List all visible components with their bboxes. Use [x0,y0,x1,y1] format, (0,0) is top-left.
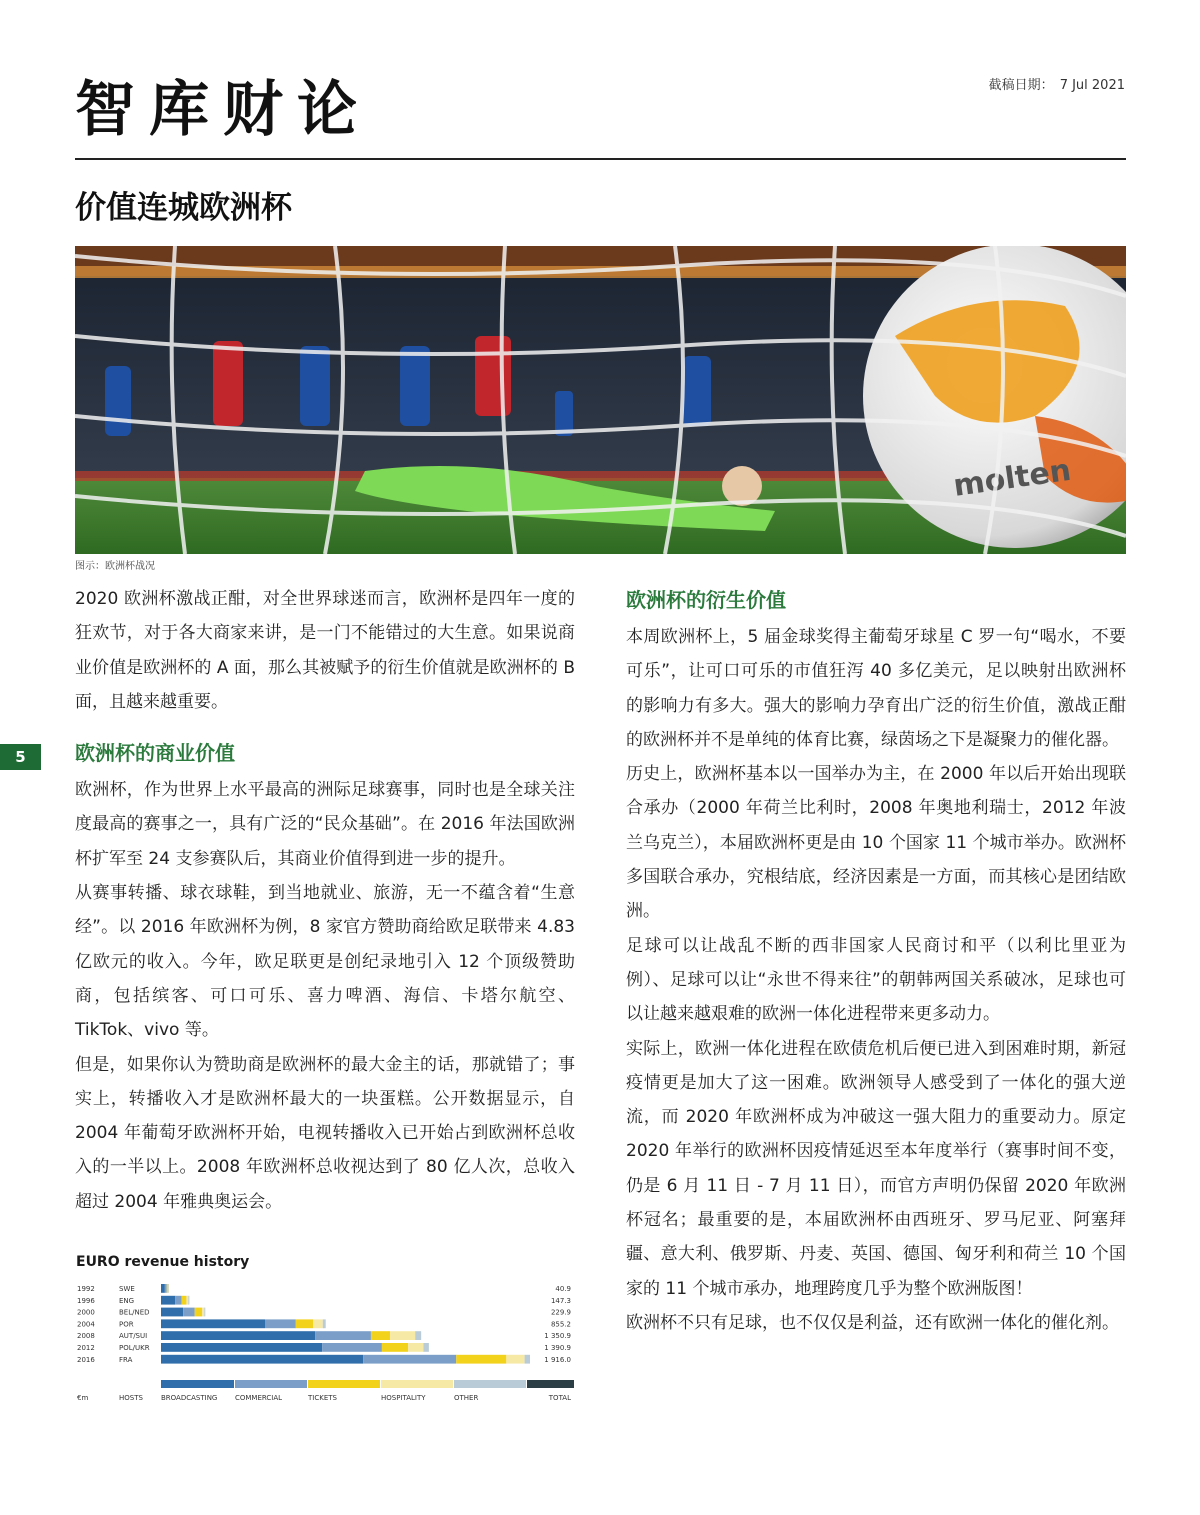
year-label: 1992 [77,1285,95,1293]
bar-segment-hospitality [390,1331,415,1340]
bar-segment-tickets [182,1296,187,1305]
left-column [75,582,575,1219]
svg-text:molten: molten [951,452,1074,504]
bar-segment-commercial [265,1319,296,1328]
paragraph: 但是，如果你认为赞助商是欧洲杯的最大金主的话，那就错了；事实上，转播收入才是欧洲杯最大的一块蛋糕。公开数据显示，自 2004 年葡萄牙欧洲杯开始，电视转播收入已开始占到欧洲杯总收入的一半以上。2008 年欧洲杯总收视达到了 80 亿人次，总收入超过 2004 年雅典奥运会。 [75,1054,575,1212]
right-column [626,580,1126,1340]
paragraph: 欧洲杯不只有足球，也不仅仅是利益，还有欧洲一体化的催化剂。 [626,1312,1119,1333]
paragraph: 足球可以让战乱不断的西非国家人民商讨和平（以利比里亚为例）、足球可以让“永世不得来往”的朝韩两国关系破冰，足球也可以让越来越艰难的欧洲一体化进程带来更多动力。 [626,935,1126,1025]
host-label: FRA [119,1355,133,1364]
total-value-label: 40.9 [555,1285,571,1293]
total-value-label: 1 390.9 [544,1344,571,1352]
section-heading-derivative-value: 欧洲杯的衍生价值 [626,588,786,612]
paragraph: 欧洲杯，作为世界上水平最高的洲际足球赛事，同时也是全球关注度最高的赛事之一，具有广泛的“民众基础”。在 2016 年法国欧洲杯扩军至 24 支参赛队后，其商业价值得到进一步的提升。 [75,780,575,869]
host-label: SWE [119,1285,135,1293]
bar-segment-hospitality [186,1296,188,1305]
year-label: 2016 [77,1355,95,1364]
bar-segment-broadcasting [161,1284,165,1293]
legend-swatch-total [527,1380,574,1388]
bar-segment-tickets [195,1308,202,1317]
legend-swatch-hospitality [381,1380,453,1388]
total-value-label: 1 350.9 [544,1332,571,1341]
legend-label-hosts: HOSTS [119,1394,143,1402]
bar-segment-tickets [296,1319,313,1328]
total-value-label: 229.9 [550,1308,571,1317]
total-value-label: 1 916.0 [544,1355,571,1364]
bar-segment-hospitality [408,1343,423,1352]
total-value-label: 147.3 [550,1296,571,1305]
year-label: 2004 [77,1320,95,1329]
bar-segment-tickets [382,1343,408,1352]
bar-segment-commercial [363,1355,456,1364]
bar-segment-commercial [165,1284,167,1293]
bar-segment-broadcasting [161,1343,322,1352]
paragraph: 从赛事转播、球衣球鞋，到当地就业、旅游，无一不蕴含着“生意经”。以 2016 年欧洲杯为例，8 家官方赞助商给欧足联带来 4.83 亿欧元的收入。今年，欧足联更是创纪录地引入 12 个顶级赞助商，包括缤客、可口可乐、喜力啤酒、海信、卡塔尔航空、TikTok、vivo 等。 [75,883,575,1041]
bar-segment-broadcasting [161,1296,175,1305]
bar-segment-other [415,1331,421,1340]
legend-label-tickets: TICKETS [308,1394,337,1402]
bar-segment-other [188,1296,189,1305]
year-label: 1996 [77,1296,95,1305]
bar-segment-other [525,1355,530,1364]
bar-segment-other [423,1343,428,1352]
year-label: 2000 [77,1308,95,1317]
bar-segment-broadcasting [161,1308,183,1317]
section-heading-commercial-value: 欧洲杯的商业价值 [75,741,235,766]
host-label: BEL/NED [119,1308,150,1317]
bar-segment-broadcasting [161,1319,265,1328]
total-value-label: 855.2 [550,1320,571,1329]
chart-canvas [75,1252,575,1412]
legend-label-hospitality: HOSPITALITY [381,1394,426,1402]
legend-label-broadcasting: BROADCASTING [161,1394,218,1402]
legend-swatch-broadcasting [161,1380,234,1388]
host-label: POR [119,1320,134,1329]
bar-segment-broadcasting [161,1331,315,1340]
paragraph: 本周欧洲杯上，5 届金球奖得主葡萄牙球星 C 罗一句“喝水，不要可乐”，让可口可乐的市值狂泻 40 多亿美元，足以映射出欧洲杯的影响力有多大。强大的影响力孕育出广泛的衍生价值，激战正酣的欧洲杯并不是单纯的体育比赛，绿茵场之下是凝聚力的催化器。 [626,627,1126,750]
bar-segment-broadcasting [161,1355,363,1364]
unit-label: €m [77,1394,89,1402]
bar-segment-tickets [371,1331,390,1340]
legend-label-commercial: COMMERCIAL [235,1394,283,1402]
legend-swatch-commercial [235,1380,307,1388]
bar-segment-tickets [167,1284,168,1293]
legend-label-total: TOTAL [548,1394,571,1402]
bar-segment-hospitality [506,1355,524,1364]
legend-swatch-tickets [308,1380,380,1388]
header-divider [75,158,1126,160]
hero-image [75,246,1126,554]
bar-segment-commercial [175,1296,181,1305]
bar-segment-other [204,1308,205,1317]
page-number: 5 [0,744,41,770]
bar-segment-commercial [315,1331,371,1340]
legend-swatch-other [454,1380,526,1388]
host-label: POL/UKR [119,1344,150,1352]
host-label: AUT/SUI [119,1332,148,1341]
year-label: 2012 [77,1344,95,1352]
bar-segment-commercial [322,1343,382,1352]
image-caption: 图示：欧洲杯战况 [75,561,155,572]
chart-title: EURO revenue history [76,1254,250,1270]
bar-segment-other [323,1319,326,1328]
legend-label-other: OTHER [454,1394,479,1402]
article-title: 价值连城欧洲杯 [75,190,292,226]
bar-segment-hospitality [202,1308,204,1317]
paragraph: 历史上，欧洲杯基本以一国举办为主，在 2000 年以后开始出现联合承办（2000 年荷兰比利时，2008 年奥地利瑞士，2012 年波兰乌克兰），本届欧洲杯更是由 10 个国家 11 个城市举办。欧洲杯多国联合承办，究根结底，经济因素是一方面，而其核心是团结欧洲。 [626,764,1126,922]
bar-segment-tickets [456,1355,506,1364]
masthead: 智库财论 [75,75,371,145]
intro-paragraph: 2020 欧洲杯激战正酣，对全世界球迷而言，欧洲杯是四年一度的狂欢节，对于各大商家来讲，是一门不能错过的大生意。如果说商业价值是欧洲杯的 A 面，那么其被赋予的衍生价值就是欧洲杯的 B 面，且越来越重要。 [75,589,575,712]
bar-segment-other [169,1284,170,1293]
paragraph: 实际上，欧洲一体化进程在欧债危机后便已进入到困难时期，新冠疫情更是加大了这一困难。欧洲领导人感受到了一体化的强大逆流，而 2020 年欧洲杯成为冲破这一强大阻力的重要动力。原定 2020 年举行的欧洲杯因疫情延迟至本年度举行（赛事时间不变，仍是 6 月 11 日 - 7 月 11 日），而官方声明仍保留 2020 年欧洲杯冠名；最重要的是，本届欧洲杯由西班牙、罗马尼亚、阿塞拜疆、意大利、俄罗斯、丹麦、英国、德国、匈牙利和荷兰 10 个国家的 11 个城市承办，地理跨度几乎为整个欧洲版图！ [626,1038,1126,1299]
bar-segment-hospitality [168,1284,169,1293]
revenue-chart [75,1252,575,1412]
deadline [989,74,1125,93]
year-label: 2008 [77,1332,95,1341]
bar-segment-hospitality [313,1319,323,1328]
host-label: ENG [119,1296,135,1305]
bar-segment-commercial [183,1308,195,1317]
deadline-label: 截稿日期： [988,78,1054,93]
hero-illustration [75,246,1126,554]
deadline-value: 7 Jul 2021 [1059,78,1125,93]
